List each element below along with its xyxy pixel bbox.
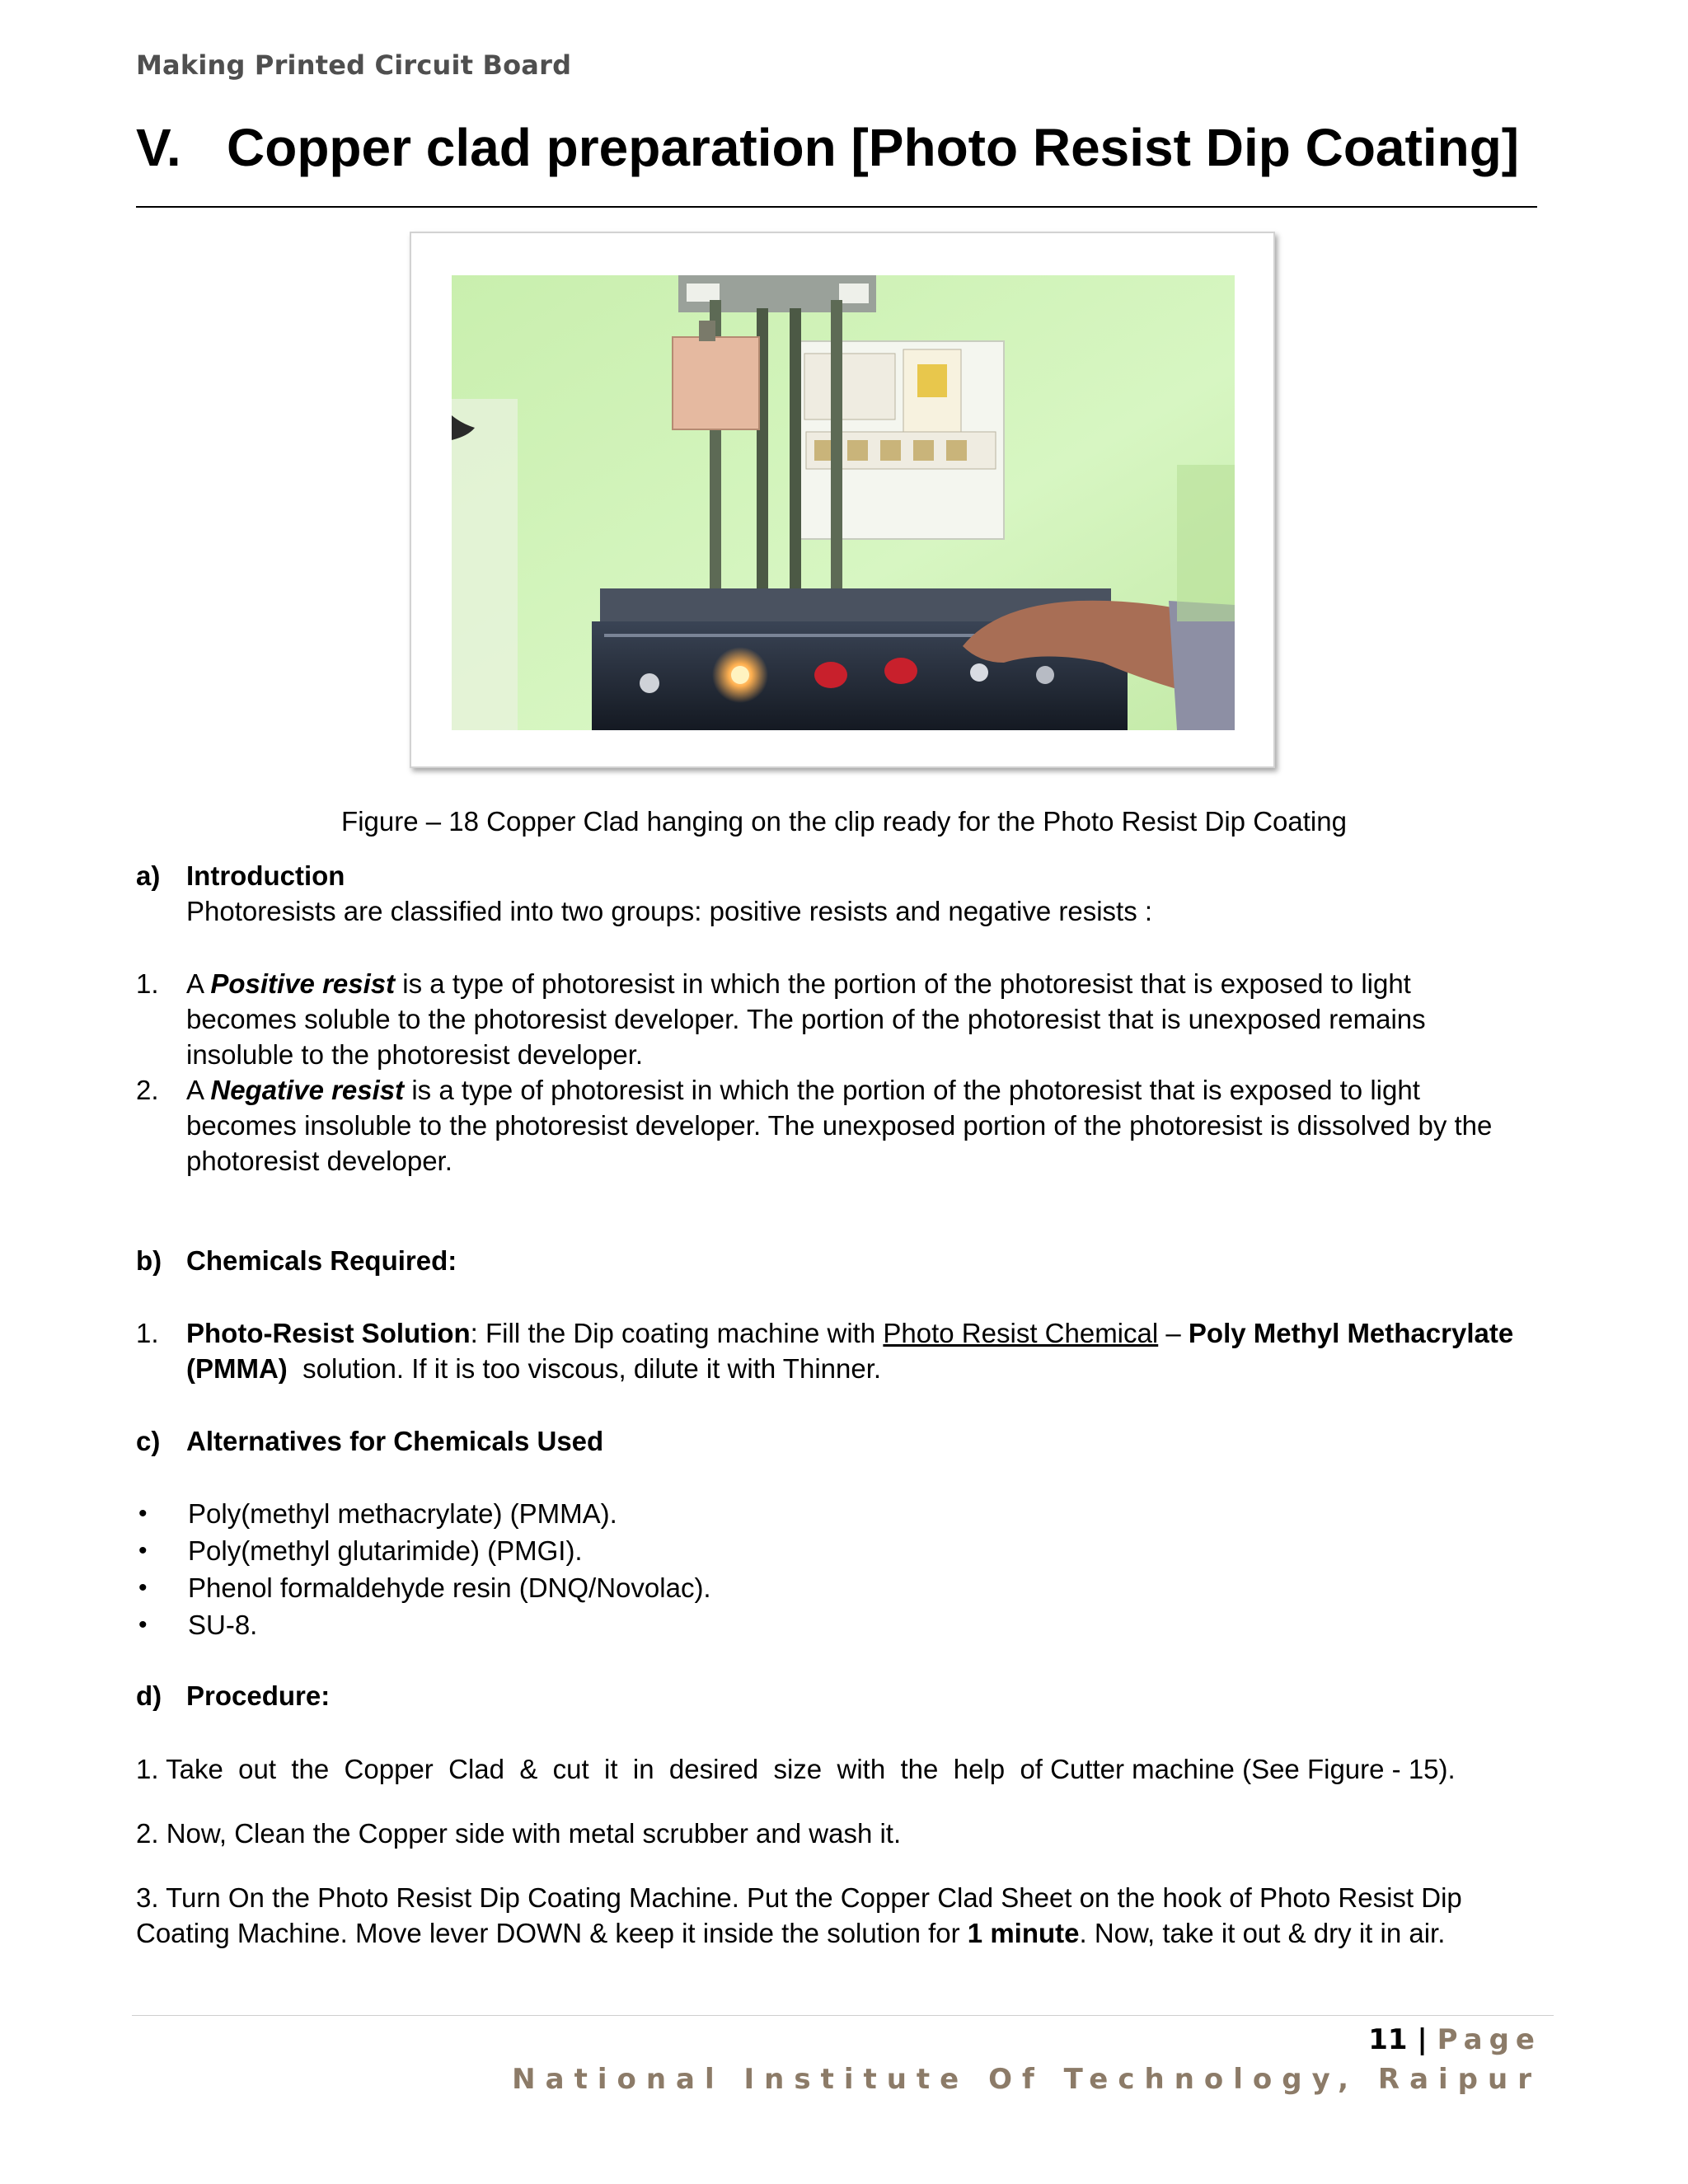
procedure-step-3-line-2: Coating Machine. Move lever DOWN & keep it inside the solution for 1 minute. Now, take it out & dry it in air.	[136, 1918, 1446, 1948]
bullet-marker: •	[138, 1611, 148, 1638]
section-title-text: Copper clad preparation [Photo Resist Dip Coating]	[227, 118, 1520, 177]
procedure-label: d)	[136, 1680, 162, 1711]
intro-item-2-line-3: photoresist developer.	[186, 1146, 452, 1176]
chemicals-heading: Chemicals Required:	[186, 1245, 457, 1276]
alternatives-heading: Alternatives for Chemicals Used	[186, 1426, 604, 1456]
chemicals-label: b)	[136, 1245, 162, 1276]
intro-item-1-line-2: becomes soluble to the photoresist developer. The portion of the photoresist that is unexposed remains	[186, 1004, 1426, 1034]
chemicals-item-1-line-2: (PMMA) solution. If it is too viscous, dilute it with Thinner.	[186, 1353, 882, 1384]
section-number: V.	[136, 118, 181, 177]
bullet-marker: •	[138, 1574, 148, 1601]
intro-item-1-line-3: insoluble to the photoresist developer.	[186, 1039, 644, 1070]
procedure-step-1: 1. Take out the Copper Clad & cut it in desired size with the help of Cutter machine (See Figure - 15).	[136, 1754, 1456, 1784]
intro-item-1-number: 1.	[136, 968, 159, 999]
figure-photo-dip-coating-machine	[452, 275, 1235, 730]
bullet-marker: •	[138, 1537, 148, 1564]
bullet-marker: •	[138, 1500, 148, 1527]
footer-institute: National Institute Of Technology, Raipur	[512, 2063, 1541, 2096]
title-underline	[136, 206, 1537, 208]
alternatives-label: c)	[136, 1426, 161, 1456]
figure-caption: Figure – 18 Copper Clad hanging on the clip ready for the Photo Resist Dip Coating	[341, 806, 1347, 837]
photo-resist-chemical-underlined: Photo Resist Chemical	[883, 1318, 1159, 1348]
footer-rule	[132, 2015, 1554, 2016]
chemicals-item-1-line-1: Photo-Resist Solution: Fill the Dip coating machine with Photo Resist Chemical – Poly Methyl Methacrylate	[186, 1318, 1514, 1348]
intro-item-1-line-1: A Positive resist is a type of photoresist in which the portion of the photoresist that is exposed to light	[186, 968, 1411, 999]
procedure-heading: Procedure:	[186, 1680, 331, 1711]
duration-one-minute: 1 minute	[967, 1918, 1080, 1948]
intro-item-2-line-1: A Negative resist is a type of photoresist in which the portion of the photoresist that is exposed to light	[186, 1075, 1420, 1105]
page-word: Page	[1437, 2023, 1541, 2056]
chemicals-item-1-number: 1.	[136, 1318, 159, 1348]
alternative-item-4: SU-8.	[188, 1610, 258, 1640]
running-header: Making Printed Circuit Board	[136, 49, 572, 81]
alternative-item-3: Phenol formaldehyde resin (DNQ/Novolac).	[188, 1572, 711, 1603]
intro-item-2-number: 2.	[136, 1075, 159, 1105]
procedure-step-3-line-1: 3. Turn On the Photo Resist Dip Coating Machine. Put the Copper Clad Sheet on the hook of Photo Resist Dip	[136, 1882, 1462, 1913]
intro-label: a)	[136, 860, 161, 891]
alternative-item-2: Poly(methyl glutarimide) (PMGI).	[188, 1535, 583, 1566]
photo-illustration	[452, 275, 1235, 730]
term-photo-resist-solution: Photo-Resist Solution	[186, 1318, 471, 1348]
intro-lead: Photoresists are classified into two groups: positive resists and negative resists :	[186, 896, 1153, 926]
intro-item-2-line-2: becomes insoluble to the photoresist developer. The unexposed portion of the photoresist is dissolved by the	[186, 1110, 1493, 1141]
term-negative-resist: Negative resist	[210, 1075, 405, 1105]
page-number: 11 | Page	[1368, 2023, 1541, 2056]
intro-heading: Introduction	[186, 860, 345, 891]
page-number-value: 11	[1368, 2023, 1408, 2056]
procedure-step-2: 2. Now, Clean the Copper side with metal scrubber and wash it.	[136, 1818, 902, 1849]
chem-abbrev-pmma: (PMMA)	[186, 1353, 288, 1384]
alternative-item-1: Poly(methyl methacrylate) (PMMA).	[188, 1498, 617, 1529]
chem-name-pmma: Poly Methyl Methacrylate	[1188, 1318, 1514, 1348]
section-title	[136, 117, 1519, 178]
term-positive-resist: Positive resist	[210, 968, 396, 999]
